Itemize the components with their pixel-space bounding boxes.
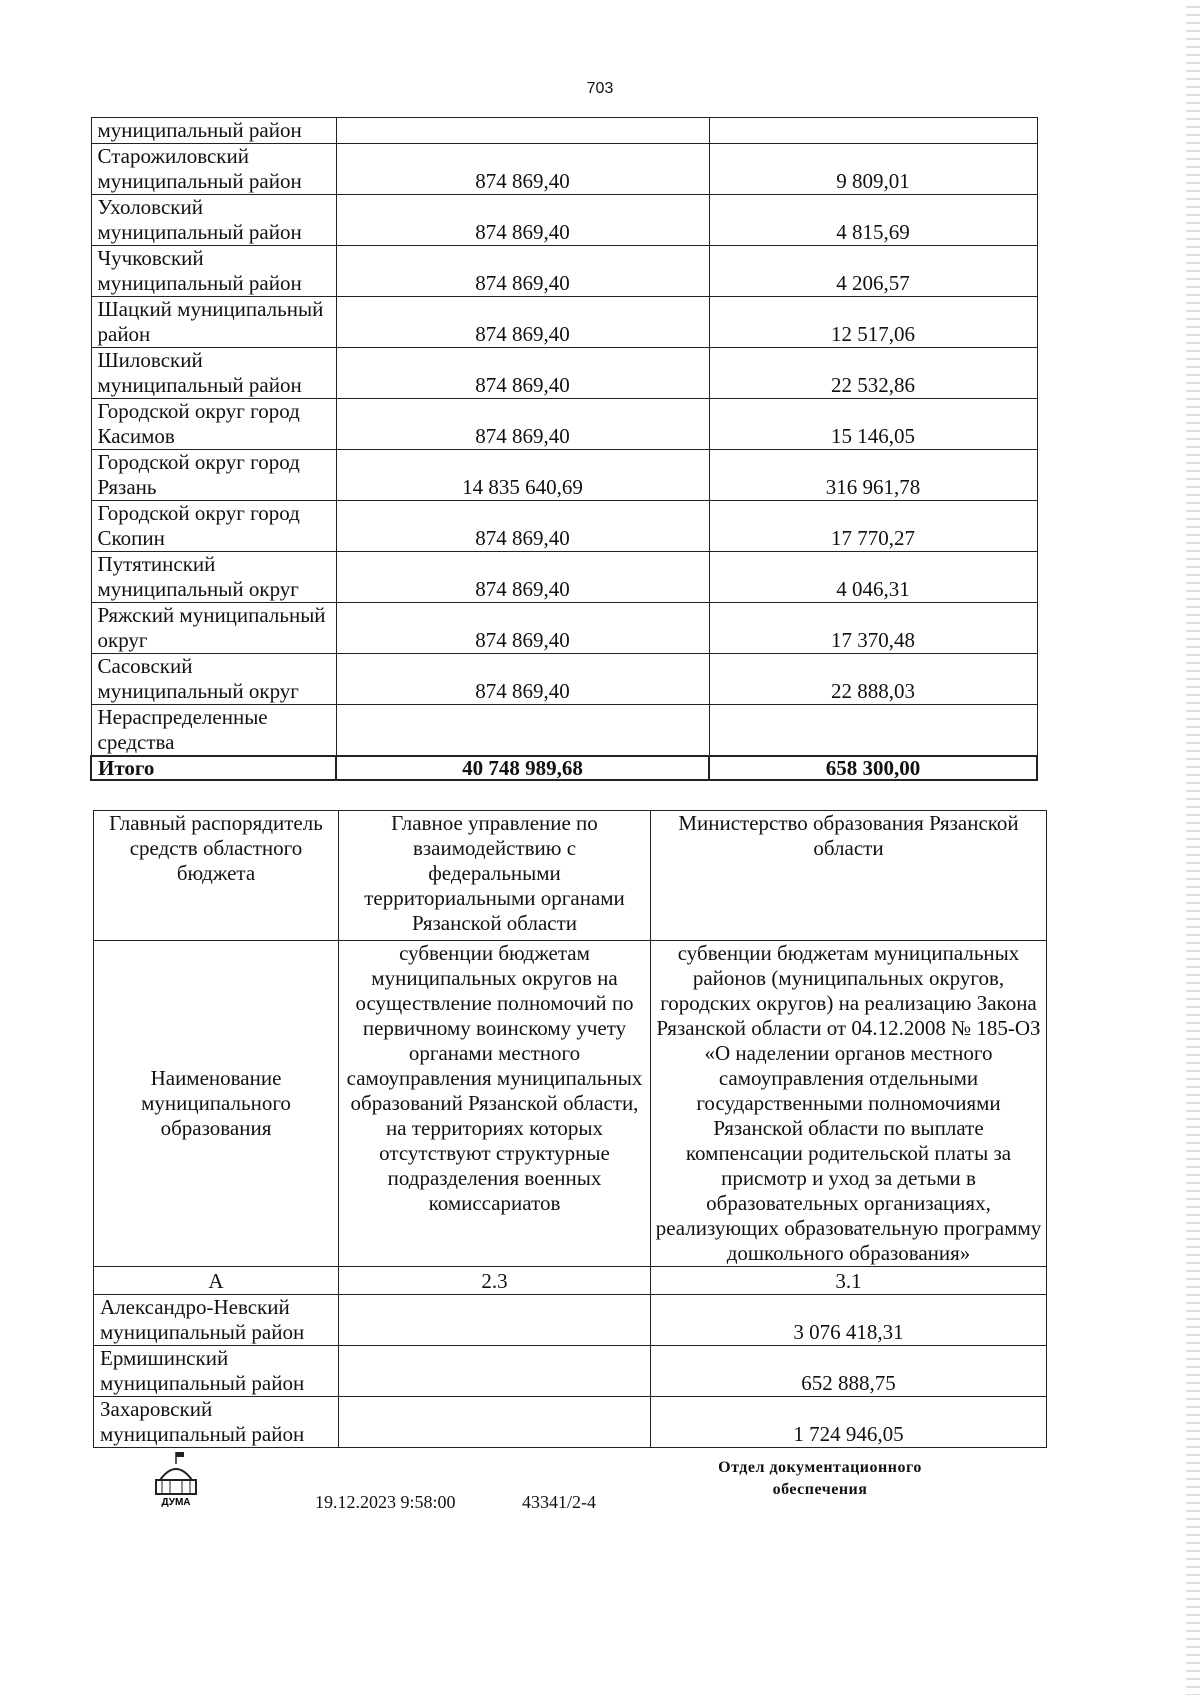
municipality-name: Городской округ город Касимов [91,399,336,450]
header-row [94,811,1047,941]
table-row [91,501,1037,552]
value-b: 316 961,78 [709,450,1037,501]
value-a: 874 869,40 [336,195,709,246]
municipality-name: Ухоловский муниципальный район [91,195,336,246]
value-a: 874 869,40 [336,348,709,399]
municipality-name: Нераспределенные средства [91,705,336,757]
value-b: 22 532,86 [709,348,1037,399]
scan-edge [1186,0,1200,1695]
table-row [91,195,1037,246]
value-b: 17 370,48 [709,603,1037,654]
value-a: 874 869,40 [336,297,709,348]
municipality-name: Чучковский муниципальный район [91,246,336,297]
desc-parental-fee-subvention: субвенции бюджетам муниципальных районов (муниципальных округов, городских округов) на реализацию Закона Рязанской области от 04.12.2008 № 185-ОЗ «О наделении органов местного самоуправления отдельными государственными полномочиями Рязанской области по выплате компенсации родительской платы за присмотр и уход за детьми в образовательных организациях, реализующих образовательную программу дошкольного образования» [651,941,1047,1267]
header-main-directorate: Главное управление по взаимодействию с федеральными территориальными органами Рязанской области [339,811,651,941]
table-row [91,399,1037,450]
municipality-name: муниципальный район [91,118,336,144]
value-a [336,118,709,144]
table-row [91,552,1037,603]
table-row [91,144,1037,195]
value-a: 874 869,40 [336,603,709,654]
document-number: 43341/2-4 [522,1492,596,1512]
table-row [94,1295,1047,1346]
value-b [709,118,1037,144]
page-number: 703 [586,80,614,97]
value-a: 14 835 640,69 [336,450,709,501]
value-b [709,705,1037,757]
value-a: 874 869,40 [336,654,709,705]
table-row [94,1397,1047,1448]
code-row [94,1267,1047,1295]
municipality-name: Захаровский муниципальный район [94,1397,339,1448]
municipality-name: Городской округ город Рязань [91,450,336,501]
value-a [339,1295,651,1346]
municipality-name: Городской округ город Скопин [91,501,336,552]
department-stamp [680,1457,960,1501]
stamp-line-2: обеспечения [772,1481,868,1498]
municipality-name: Ермишинский муниципальный район [94,1346,339,1397]
municipality-name: Старожиловский муниципальный район [91,144,336,195]
value-a: 874 869,40 [336,246,709,297]
desc-municipality-name: Наименование муниципального образования [94,941,339,1267]
desc-military-subvention: субвенции бюджетам муниципальных округов на осуществление полномочий по первичному воинскому учету органами местного самоуправления муниципальных образований Рязанской области, на территориях которых отсутствуют структурные подразделения военных комиссариатов [339,941,651,1267]
value-a [336,705,709,757]
value-b: 4 046,31 [709,552,1037,603]
value-a [339,1346,651,1397]
value-b: 4 206,57 [709,246,1037,297]
stamp-line-1: Отдел документационного [718,1459,922,1476]
value-a: 874 869,40 [336,552,709,603]
table-row [91,705,1037,757]
municipality-name: Шиловский муниципальный район [91,348,336,399]
municipality-name: Сасовский муниципальный округ [91,654,336,705]
table-row [91,348,1037,399]
value-a [339,1397,651,1448]
value-b: 12 517,06 [709,297,1037,348]
description-row [94,941,1047,1267]
header-budget-manager: Главный распорядитель средств областного бюджета [94,811,339,941]
value-a: 874 869,40 [336,399,709,450]
timestamp: 19.12.2023 9:58:00 [315,1492,456,1512]
value-b: 1 724 946,05 [651,1397,1047,1448]
value-b: 652 888,75 [651,1346,1047,1397]
allocation-table-1 [90,117,1038,781]
value-a: 874 869,40 [336,501,709,552]
code-a: А [94,1267,339,1295]
table-row [91,246,1037,297]
total-value-b: 658 300,00 [709,756,1037,780]
table-row [91,654,1037,705]
municipality-name: Шацкий муниципальный район [91,297,336,348]
duma-logo-icon [150,1450,202,1508]
table-row [91,603,1037,654]
table-row [91,450,1037,501]
municipality-name: Александро-Невский муниципальный район [94,1295,339,1346]
table-row [91,297,1037,348]
municipality-name: Ряжский муниципальный округ [91,603,336,654]
value-b: 15 146,05 [709,399,1037,450]
value-b: 4 815,69 [709,195,1037,246]
code-3-1: 3.1 [651,1267,1047,1295]
value-b: 17 770,27 [709,501,1037,552]
total-label: Итого [91,756,336,780]
total-row [91,756,1037,780]
allocation-table-2 [93,810,1047,1448]
municipality-name: Путятинский муниципальный округ [91,552,336,603]
svg-text:ДУМА: ДУМА [161,1497,191,1508]
table-row [91,118,1037,144]
value-a: 874 869,40 [336,144,709,195]
table-row [94,1346,1047,1397]
total-value-a: 40 748 989,68 [336,756,709,780]
value-b: 9 809,01 [709,144,1037,195]
code-2-3: 2.3 [339,1267,651,1295]
header-ministry-education: Министерство образования Рязанской области [651,811,1047,941]
value-b: 3 076 418,31 [651,1295,1047,1346]
value-b: 22 888,03 [709,654,1037,705]
